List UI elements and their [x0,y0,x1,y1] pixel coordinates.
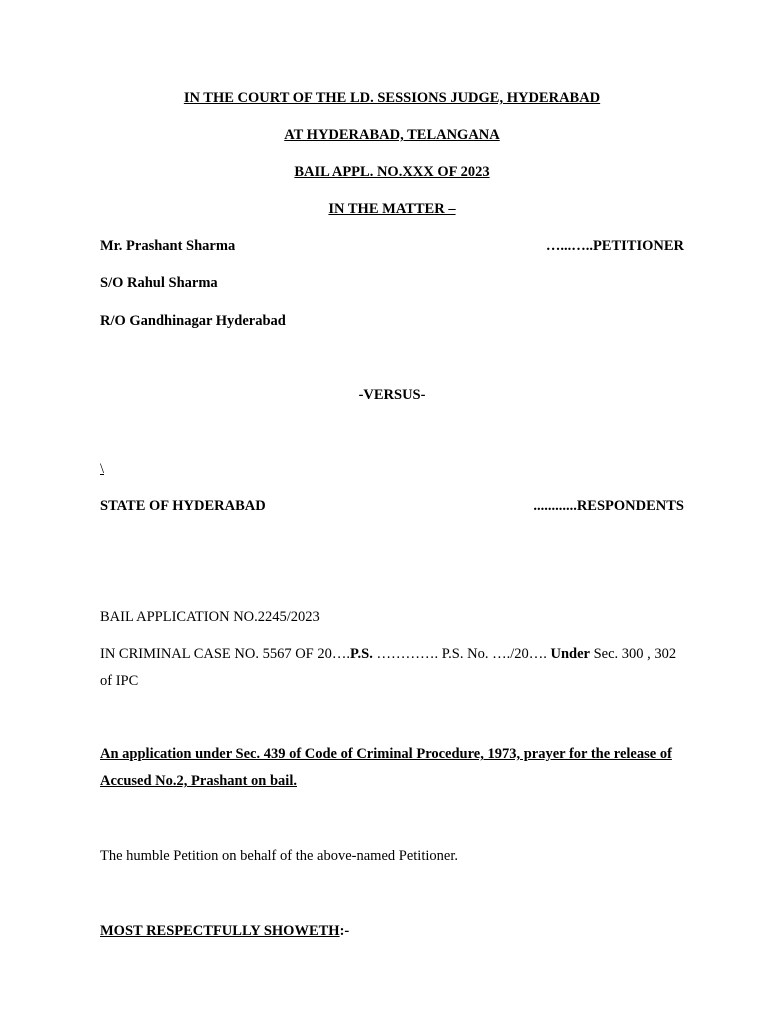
application-title: An application under Sec. 439 of Code of Criminal Procedure, 1973, prayer for the release of Accused No.2, Prashant on bail. [100,746,672,789]
bail-application-line: BAIL APPLICATION NO.2245/2023 [100,609,320,625]
ps-label: P.S. [350,646,373,662]
criminal-case-paragraph [100,641,685,695]
petitioner-father: S/O Rahul Sharma [100,275,218,291]
versus-label: -VERSUS- [358,387,426,403]
respondent-name: STATE OF HYDERABAD [100,498,266,514]
court-heading: IN THE COURT OF THE LD. SESSIONS JUDGE, HYDERABAD [183,90,601,106]
petitioner-residence: R/O Gandhinagar Hyderabad [100,313,286,329]
court-location: AT HYDERABAD, TELANGANA [284,127,500,143]
petitioner-row [100,237,684,255]
in-the-matter-heading: IN THE MATTER – [328,201,456,217]
respondent-row [100,497,684,515]
showeth-heading [100,922,684,940]
respondent-role: ............RESPONDENTS [533,498,684,514]
showeth-label: MOST RESPECTFULLY SHOWETH [100,923,340,939]
ps-middle: …………. P.S. No. …./20…. [372,646,551,662]
humble-petition-text: The humble Petition on behalf of the above-named Petitioner. [100,848,458,864]
bail-application-number: BAIL APPL. NO.XXX OF 2023 [294,164,490,180]
showeth-suffix: :- [339,923,350,939]
petitioner-role: …...…..PETITIONER [545,238,684,254]
criminal-case-prefix: IN CRIMINAL CASE NO. 5567 OF 20…. [100,646,350,662]
ipc-sections: Sec. 300 , 302 of IPC [100,646,677,689]
under-label: Under [550,646,590,662]
stray-mark: \ [100,461,105,477]
petitioner-name: Mr. Prashant Sharma [100,238,236,254]
